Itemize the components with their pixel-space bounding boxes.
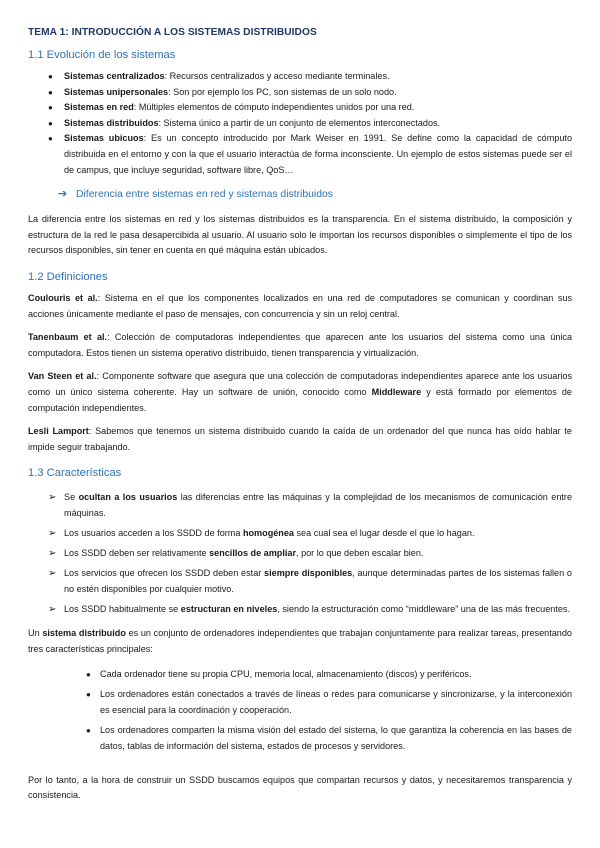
- item-text: Los servicios que ofrecen los SSDD deben estar: [64, 568, 265, 579]
- list-item-text: : Son por ejemplo los PC, son sistemas de un solo nodo.: [168, 86, 397, 97]
- list-item-text: : Sistema único a partir de un conjunto de elementos interconectados.: [158, 117, 441, 128]
- list-item: [28, 85, 572, 101]
- definition-author: Tanenbaum et al.: [28, 332, 108, 343]
- item-bold: sencillos de ampliar: [209, 548, 297, 559]
- feature-text: Los ordenadores están conectados a través de líneas o redes para comunicarse y sincronizarse, y la interconexión es esencial para la coordinación y cooperación.: [100, 689, 572, 715]
- subheading-diferencia: [28, 187, 572, 202]
- definition-text: : Sistema en el que los componentes localizados en una red de computadores se comunican y coordinan sus acciones únicamente mediante el paso de mensajes, con concurrencia y sin un reloj central.: [28, 292, 572, 319]
- item-text: Los SSDD habitualmente se: [64, 603, 181, 614]
- list-item-text: : Recursos centralizados y acceso mediante terminales.: [164, 71, 390, 81]
- list-item-term: Sistemas ubicuos: [64, 133, 144, 144]
- list-item: [28, 526, 572, 542]
- definition-author: Van Steen et al.: [28, 371, 97, 382]
- list-item-term: Sistemas distribuidos: [64, 117, 159, 128]
- item-text-after: , aunque determinadas partes de los sistemas fallen o no estén disponibles por cualquier motivo.: [64, 568, 572, 594]
- intro-text-after: es un conjunto de ordenadores independientes que trabajan conjuntamente para realizar tareas, presentando tres características principales:: [28, 628, 572, 655]
- bullet-icon: ●: [48, 118, 53, 128]
- bullet-icon: ●: [48, 103, 53, 113]
- definition-coulouris: [28, 291, 572, 322]
- item-text: Los SSDD deben ser relativamente: [64, 548, 210, 559]
- bullet-icon: ●: [48, 87, 53, 97]
- item-text-after: , siendo la estructuración como “middleware” una de las más frecuentes.: [277, 603, 570, 614]
- feature-text: Los ordenadores comparten la misma visión del estado del sistema, lo que garantiza la coherencia en las bases de datos, tablas de información del sistema, estados de procesos y servidores.: [100, 725, 572, 751]
- list-item-term: Sistemas en red: [64, 102, 134, 113]
- definition-text: : Colección de computadoras independientes que aparecen ante los usuarios del sistema como una única computadora. Estos tienen un sistema operativo distribuido, tienen transparencia y virtualización.: [28, 332, 572, 358]
- list-item: [28, 723, 572, 754]
- list-item: [28, 667, 572, 683]
- item-bold: siempre disponibles: [264, 568, 353, 579]
- conclusion-paragraph: Por lo tanto, a la hora de construir un SSDD buscamos equipos que compartan recursos y datos, y necesitaremos transparencia y consistencia.: [28, 774, 572, 801]
- item-bold: estructuran en niveles: [180, 603, 278, 614]
- definition-lamport: [28, 424, 572, 455]
- list-item-text: : Es un concepto introducido por Mark Weiser en 1991. Se define como la capacidad de cómputo distribuida en el entorno y con la que el usuario interactúa de forma inconsciente. Un ejemplo de estos sistemas puede ser el de campus, que incluye seguridad, software libre, QoS…: [64, 133, 572, 175]
- definition-author: Lesli Lamport: [28, 426, 89, 437]
- right-arrow-icon: ➔: [58, 188, 68, 201]
- subheading-text: Diferencia entre sistemas en red y sistemas distribuidos: [76, 189, 333, 201]
- arrowhead-bullet-icon: ➢: [48, 527, 57, 539]
- definition-author: Coulouris et al.: [28, 292, 98, 303]
- section-heading-evolucion: 1.1 Evolución de los sistemas: [28, 49, 176, 61]
- item-text: Los usuarios acceden a los SSDD de forma: [64, 527, 243, 538]
- features-list: [28, 667, 572, 755]
- arrowhead-bullet-icon: ➢: [48, 548, 57, 560]
- list-item: [28, 69, 572, 85]
- list-item: [28, 131, 572, 178]
- item-text-after: , por lo que deben escalar bien.: [296, 548, 424, 559]
- bullet-icon: ●: [86, 690, 91, 700]
- list-item: [28, 116, 572, 132]
- section-heading-caracteristicas: 1.3 Características: [28, 467, 122, 480]
- arrowhead-bullet-icon: ➢: [48, 603, 57, 615]
- list-item: [28, 687, 572, 718]
- definition-text-after: y está formado por elementos de computación independientes.: [28, 386, 572, 413]
- list-item: [28, 100, 572, 116]
- item-text-after: sea cual sea el lugar desde el que lo hagan.: [293, 527, 475, 538]
- feature-text: Cada ordenador tiene su propia CPU, memoria local, almacenamiento (discos) y periféricos.: [100, 668, 472, 679]
- bullet-icon: ●: [86, 726, 91, 736]
- distributed-system-intro: [28, 626, 572, 657]
- intro-text: Un: [28, 628, 43, 639]
- list-item: [28, 546, 572, 562]
- intro-bold: sistema distribuido: [42, 628, 126, 639]
- item-bold: ocultan a los usuarios: [78, 492, 178, 503]
- transparency-paragraph: La diferencia entre los sistemas en red y los sistemas distribuidos es la transparencia. En el sistema distribuido, la composición y estructura de la red le pasa desapercibida al usuario. Al usuario solo le importan los recursos disponibles o simplemente el tipo de los recursos disponibles, sin tener en cuenta en qué máquina están ubicados.: [28, 214, 572, 256]
- definition-tanenbaum: [28, 330, 572, 361]
- definition-van-steen: [28, 369, 572, 416]
- list-item-term: Sistemas centralizados: [64, 71, 165, 81]
- item-text: Se: [64, 492, 79, 503]
- list-item: [28, 490, 572, 521]
- definition-text: : Sabemos que tenemos un sistema distribuido cuando la caída de un ordenador del que nunca has oído hablar te impide seguir trabajando.: [28, 426, 572, 452]
- middleware-term: Middleware: [371, 386, 422, 397]
- section-heading-definiciones: 1.2 Definiciones: [28, 270, 108, 283]
- document-title: TEMA 1: INTRODUCCIÓN A LOS SISTEMAS DISTRIBUIDOS: [28, 27, 317, 38]
- bullet-icon: ●: [48, 134, 53, 144]
- item-text-after: las diferencias entre las máquinas y la complejidad de los mecanismos de comunicación entre máquinas.: [64, 492, 573, 518]
- arrowhead-bullet-icon: ➢: [48, 568, 57, 580]
- list-item: [28, 602, 572, 618]
- definition-text: : Componente software que asegura que una colección de computadoras independientes aparece ante los usuarios como un único sistema coherente. Hay un software de unión, conocido como: [28, 371, 573, 397]
- list-item-text: : Múltiples elementos de cómputo independientes unidos por una red.: [133, 102, 415, 113]
- characteristics-list: [28, 490, 572, 617]
- list-item: [28, 566, 572, 597]
- bullet-icon: ●: [48, 72, 53, 81]
- item-bold: homogénea: [242, 527, 294, 538]
- bullet-icon: ●: [86, 669, 91, 679]
- list-item-term: Sistemas unipersonales: [64, 86, 169, 97]
- arrowhead-bullet-icon: ➢: [48, 492, 57, 504]
- evolution-list: [28, 69, 572, 178]
